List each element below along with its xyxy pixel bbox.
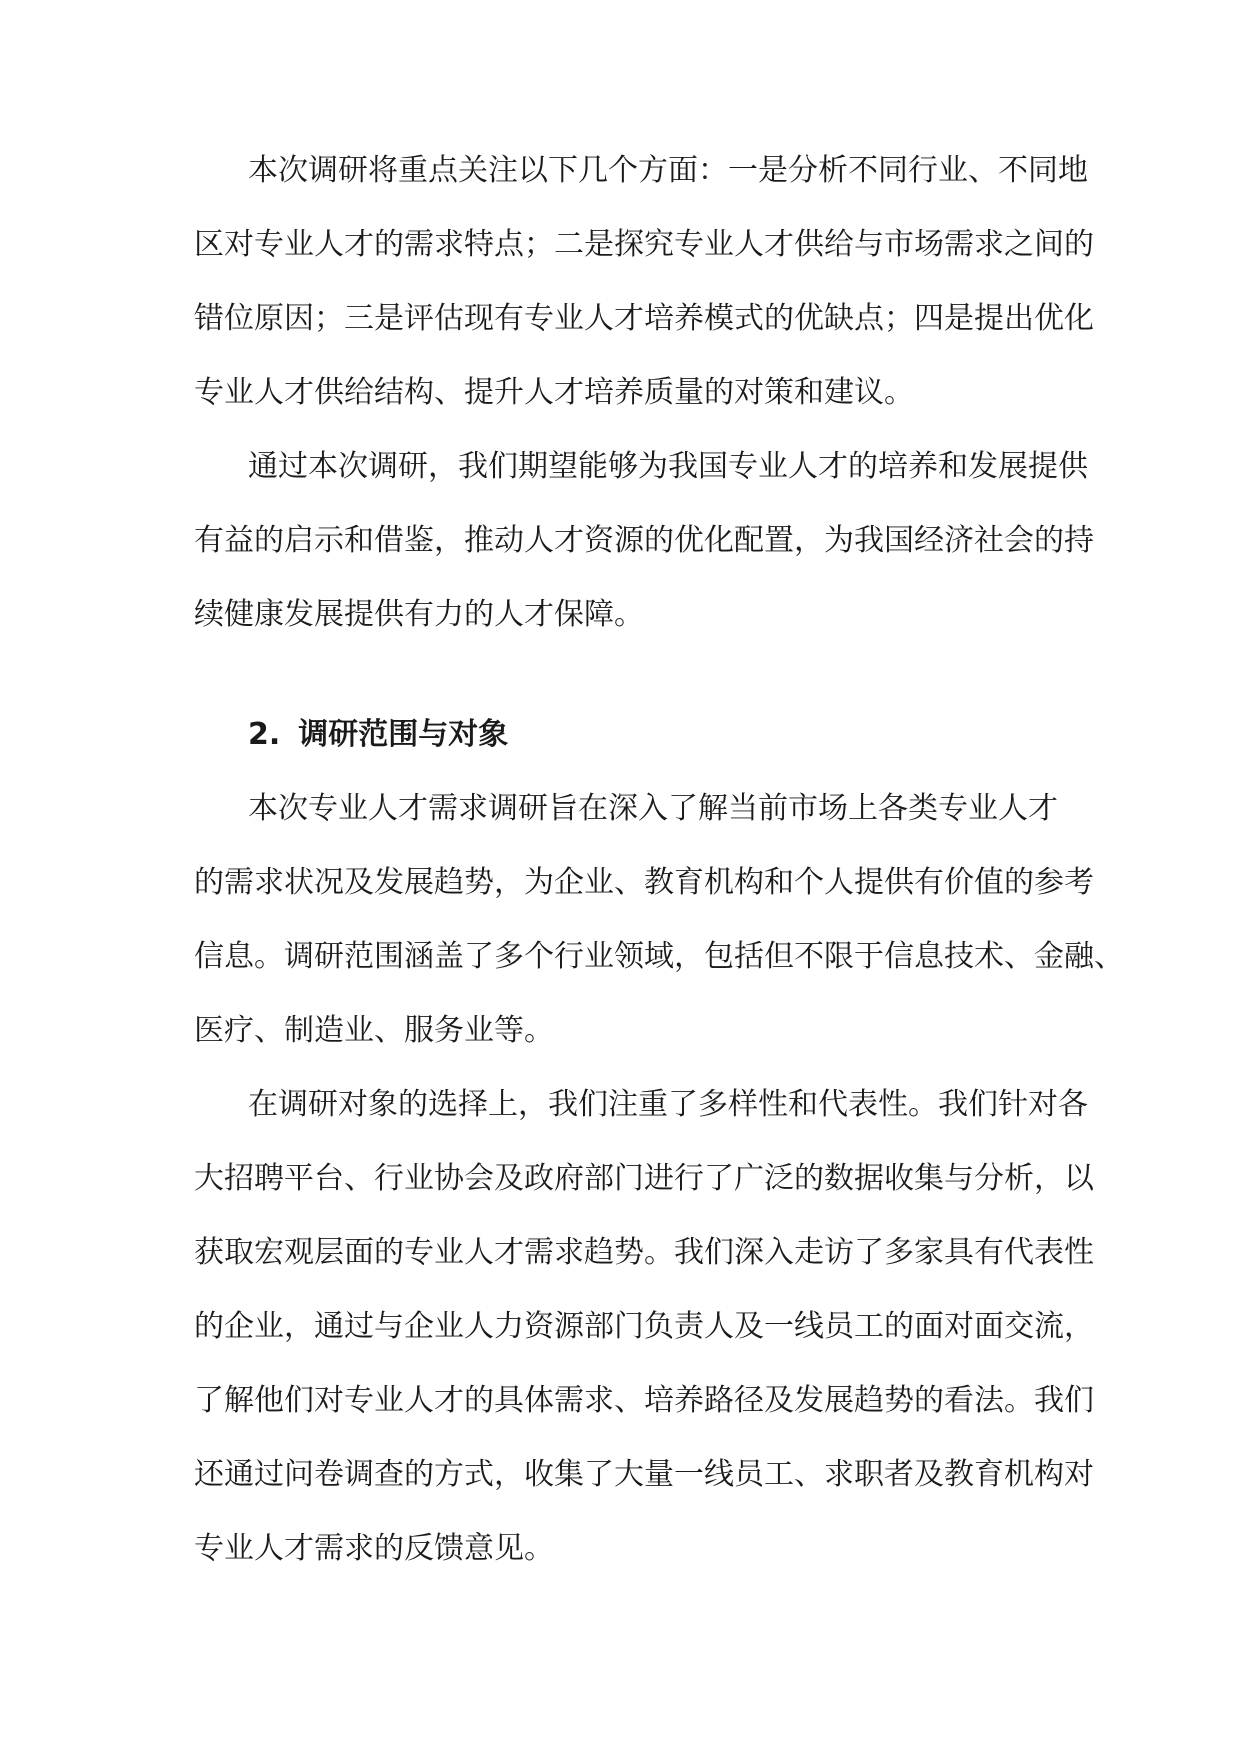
section-paragraph-2-line-4: 的企业，通过与企业人力资源部门负责人及一线员工的面对面交流， [194,1309,1094,1344]
section-heading [248,717,508,753]
section-paragraph-1-line-1: 本次专业人才需求调研旨在深入了解当前市场上各类专业人才 [248,791,1058,826]
paragraph-2-line-2: 有益的启示和借鉴，推动人才资源的优化配置，为我国经济社会的持 [194,523,1094,558]
section-paragraph-2-line-6: 还通过问卷调查的方式，收集了大量一线员工、求职者及教育机构对 [194,1457,1094,1492]
paragraph-1-line-1: 本次调研将重点关注以下几个方面：一是分析不同行业、不同地 [248,153,1088,188]
section-paragraph-2-line-2: 大招聘平台、行业协会及政府部门进行了广泛的数据收集与分析，以 [194,1161,1094,1196]
paragraph-1-line-4: 专业人才供给结构、提升人才培养质量的对策和建议。 [194,375,914,410]
section-number: 2. [248,717,281,752]
paragraph-2-line-1: 通过本次调研，我们期望能够为我国专业人才的培养和发展提供 [248,449,1088,484]
section-paragraph-1-line-3: 信息。调研范围涵盖了多个行业领域，包括但不限于信息技术、金融、 [194,939,1124,974]
section-title: 调研范围与对象 [298,717,509,752]
section-paragraph-1-line-2: 的需求状况及发展趋势，为企业、教育机构和个人提供有价值的参考 [194,865,1094,900]
section-paragraph-2-line-3: 获取宏观层面的专业人才需求趋势。我们深入走访了多家具有代表性 [194,1235,1094,1270]
section-paragraph-2-line-1: 在调研对象的选择上，我们注重了多样性和代表性。我们针对各 [248,1087,1088,1122]
section-paragraph-2-line-7: 专业人才需求的反馈意见。 [194,1531,554,1566]
paragraph-1-line-3: 错位原因；三是评估现有专业人才培养模式的优缺点；四是提出优化 [194,301,1094,336]
section-paragraph-1-line-4: 医疗、制造业、服务业等。 [194,1013,554,1048]
paragraph-2-line-3: 续健康发展提供有力的人才保障。 [194,597,644,632]
section-paragraph-2-line-5: 了解他们对专业人才的具体需求、培养路径及发展趋势的看法。我们 [194,1383,1094,1418]
paragraph-1-line-2: 区对专业人才的需求特点；二是探究专业人才供给与市场需求之间的 [194,227,1094,262]
